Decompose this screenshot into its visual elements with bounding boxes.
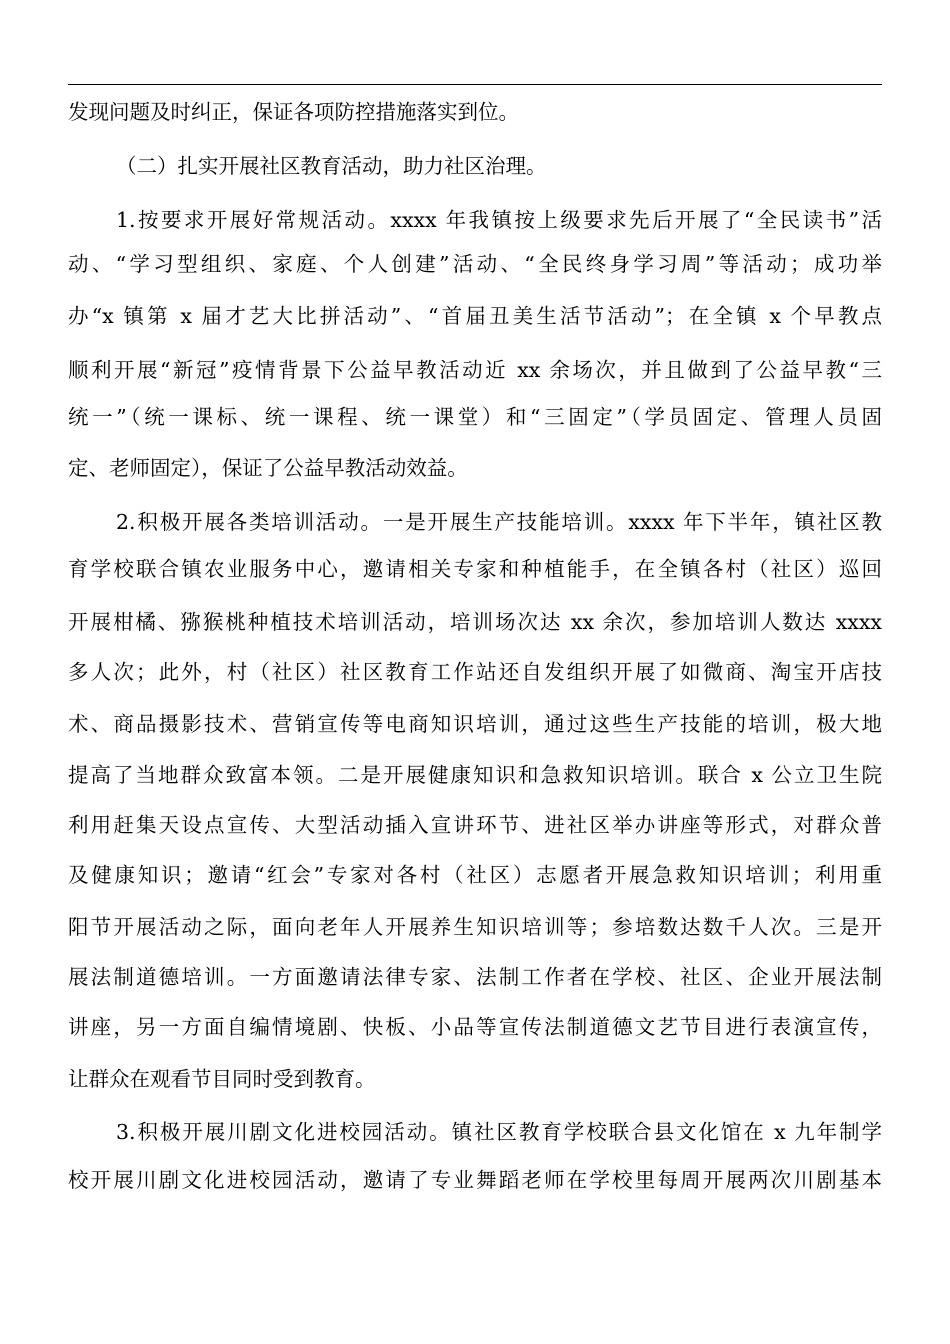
text-line: 阳节开展活动之际，面向老年人开展养生知识培训等；参培数达数千人次。三是开 [68,915,882,939]
text-line: 讲座，另一方面自编情境剧、快板、小品等宣传法制道德文艺节目进行表演宣传， [68,1015,882,1039]
text-line: 开展柑橘、猕猴桃种植技术培训活动，培训场次达 xx 余次，参加培训人数达 xxxx [68,610,882,634]
text-line: 术、商品摄影技术、营销宣传等电商知识培训，通过这些生产技能的培训，极大地 [68,712,882,736]
text-line: 及健康知识；邀请“红会”专家对各村（社区）志愿者开展急救知识培训；利用重 [68,863,882,887]
text-line: 动、“学习型组织、家庭、个人创建”活动、“全民终身学习周”等活动；成功举 [68,252,882,276]
text-line: 利用赶集天设点宣传、大型活动插入宣讲环节、进社区举办讲座等形式，对群众普 [68,813,882,837]
text-line: 多人次；此外，村（社区）社区教育工作站还自发组织开展了如微商、淘宝开店技 [68,660,882,684]
text-line: 3.积极开展川剧文化进校园活动。镇社区教育学校联合县文化馆在 x 九年制学 [116,1120,882,1144]
text-line: 发现问题及时纠正，保证各项防控措施落实到位。 [68,100,519,124]
text-line: 定、老师固定），保证了公益早教活动效益。 [68,456,468,480]
text-line: 统一”（统一课标、统一课程、统一课堂）和“三固定”（学员固定、管理人员固 [68,405,882,429]
text-line: 让群众在观看节目同时受到教育。 [68,1067,376,1091]
text-line: 2.积极开展各类培训活动。一是开展生产技能培训。xxxx 年下半年，镇社区教 [116,510,882,534]
section-heading: （二）扎实开展社区教育活动，助力社区治理。 [116,154,547,178]
text-line: 展法制道德培训。一方面邀请法律专家、法制工作者在学校、社区、企业开展法制 [68,965,882,989]
text-line: 顺利开展“新冠”疫情背景下公益早教活动近 xx 余场次，并且做到了公益早教“三 [68,358,882,382]
text-line: 提高了当地群众致富本领。二是开展健康知识和急救知识培训。联合 x 公立卫生院 [68,763,882,787]
text-line: 育学校联合镇农业服务中心，邀请相关专家和种植能手，在全镇各村（社区）巡回 [68,557,882,581]
text-line: 校开展川剧文化进校园活动，邀请了专业舞蹈老师在学校里每周开展两次川剧基本 [68,1168,882,1192]
text-line: 1.按要求开展好常规活动。xxxx 年我镇按上级要求先后开展了“全民读书”活 [116,208,882,232]
header-rule [68,84,882,85]
text-line: 办“x 镇第 x 届才艺大比拼活动”、“首届丑美生活节活动”；在全镇 x 个早教点 [68,304,882,328]
